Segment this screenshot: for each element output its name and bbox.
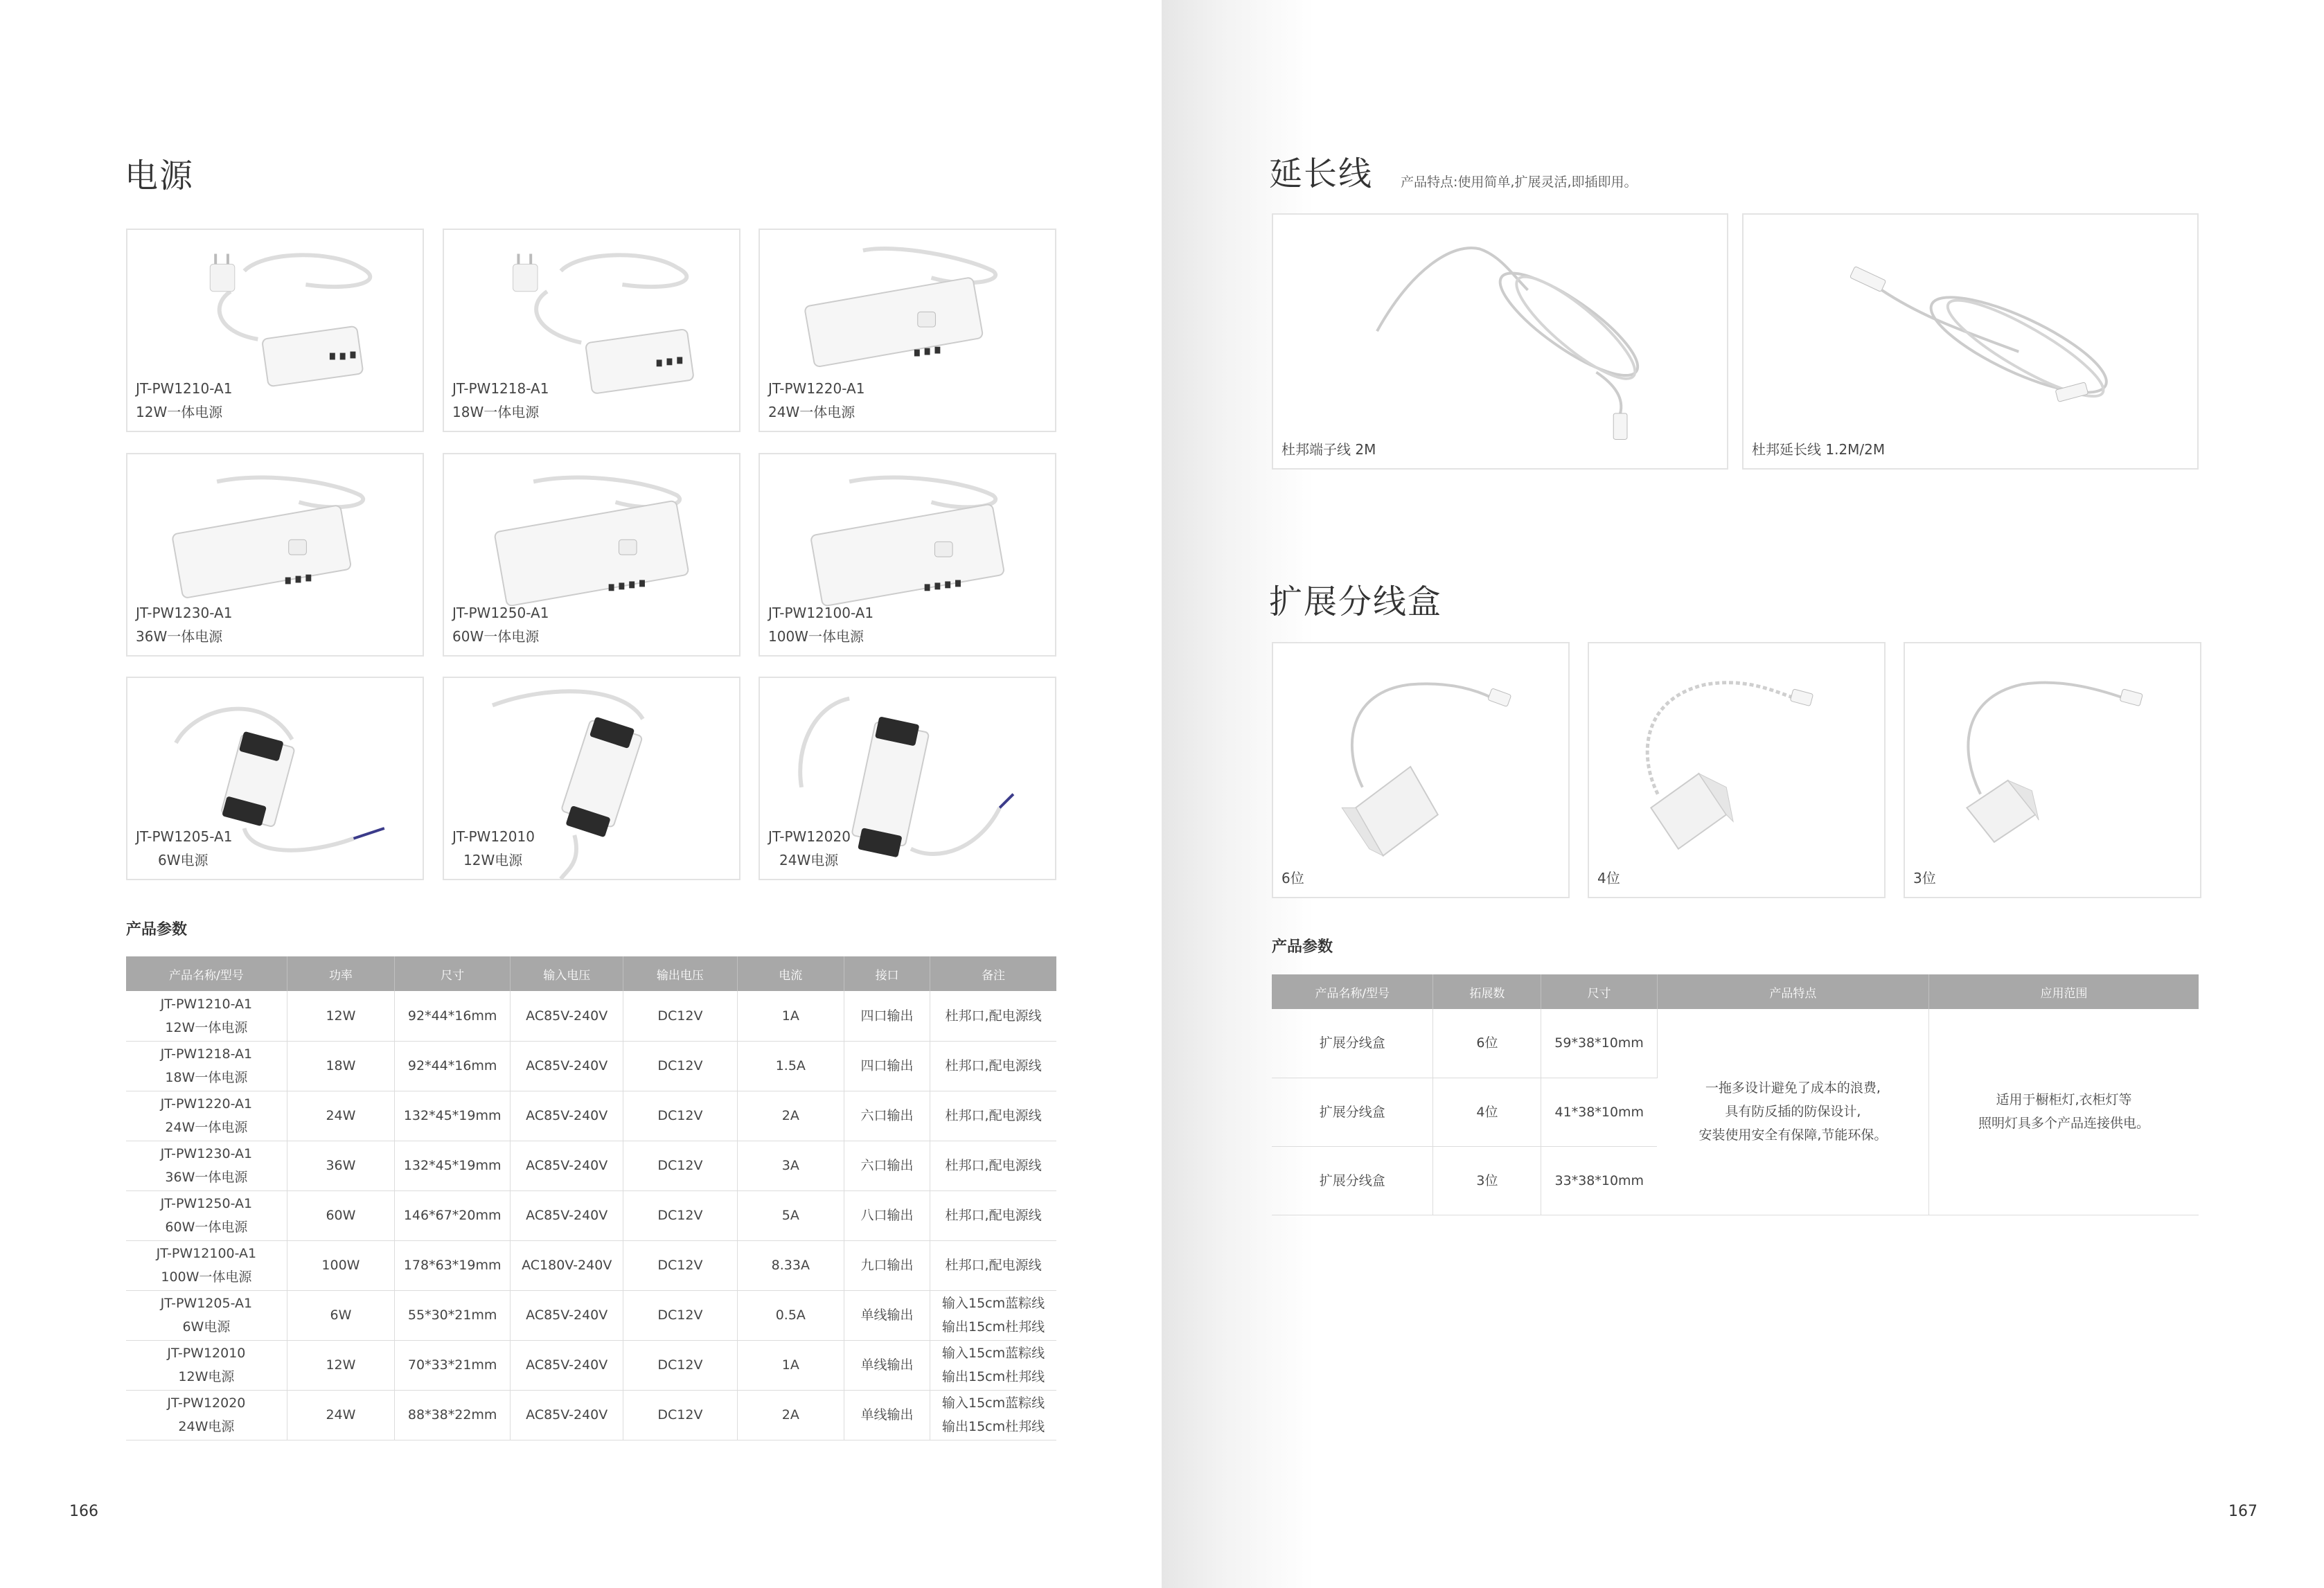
product-model: JT-PW1220-A1 bbox=[768, 380, 865, 397]
note-cell-line: 杜邦口,配电源线 bbox=[945, 1258, 1042, 1273]
model-cell-line: JT-PW1250-A1 bbox=[160, 1196, 253, 1211]
column-header: 拓展数 bbox=[1433, 974, 1541, 1009]
size-cell: 55*30*21mm bbox=[395, 1290, 511, 1340]
product-name: 60W一体电源 bbox=[452, 628, 540, 645]
model-cell bbox=[126, 1340, 287, 1390]
port-cell: 六口输出 bbox=[844, 1091, 930, 1141]
size-cell: 92*44*16mm bbox=[395, 1041, 511, 1091]
model-cell-line: 24W一体电源 bbox=[165, 1120, 248, 1135]
column-header: 尺寸 bbox=[1541, 974, 1657, 1009]
note-cell-line: 杜邦口,配电源线 bbox=[945, 1108, 1042, 1123]
junction-box-card[interactable] bbox=[1588, 642, 1886, 898]
note-cell-line: 输入15cm蓝粽线 bbox=[942, 1346, 1045, 1361]
power-cell: 60W bbox=[287, 1190, 394, 1240]
size-cell: 70*33*21mm bbox=[395, 1340, 511, 1390]
table-row bbox=[126, 1141, 1056, 1190]
input-voltage-cell: AC85V-240V bbox=[511, 1141, 623, 1190]
output-voltage-cell: DC12V bbox=[623, 1240, 737, 1290]
model-cell bbox=[126, 1240, 287, 1290]
note-cell-line: 输入15cm蓝粽线 bbox=[942, 1395, 1045, 1411]
column-header: 应用范围 bbox=[1929, 974, 2199, 1009]
size-cell: 132*45*19mm bbox=[395, 1141, 511, 1190]
column-header: 尺寸 bbox=[395, 956, 511, 991]
note-cell bbox=[930, 1141, 1056, 1190]
product-card[interactable] bbox=[759, 677, 1056, 880]
model-cell bbox=[126, 1041, 287, 1091]
product-model: JT-PW1218-A1 bbox=[452, 380, 549, 397]
product-model: JT-PW12020 bbox=[768, 828, 851, 845]
port-cell: 单线输出 bbox=[844, 1390, 930, 1440]
note-cell-line: 输出15cm杜邦线 bbox=[942, 1319, 1045, 1335]
current-cell: 3A bbox=[737, 1141, 844, 1190]
box-ports-cell: 4位 bbox=[1433, 1078, 1541, 1146]
model-cell bbox=[126, 1190, 287, 1240]
output-voltage-cell: DC12V bbox=[623, 1340, 737, 1390]
box-caption: 3位 bbox=[1913, 870, 1936, 886]
output-voltage-cell: DC12V bbox=[623, 1290, 737, 1340]
extension-cable-tagline: 产品特点:使用简单,扩展灵活,即插即用。 bbox=[1401, 175, 1638, 190]
product-model: JT-PW1210-A1 bbox=[136, 380, 233, 397]
model-cell-line: JT-PW12100-A1 bbox=[156, 1246, 257, 1261]
product-name: 24W电源 bbox=[779, 852, 839, 868]
model-cell-line: JT-PW12020 bbox=[167, 1395, 246, 1411]
power-cell: 24W bbox=[287, 1091, 394, 1141]
power-cell: 100W bbox=[287, 1240, 394, 1290]
box-size-cell: 59*38*10mm bbox=[1541, 1009, 1657, 1078]
model-cell-line: 24W电源 bbox=[178, 1419, 235, 1434]
box-name-cell: 扩展分线盒 bbox=[1272, 1146, 1433, 1215]
port-cell: 九口输出 bbox=[844, 1240, 930, 1290]
input-voltage-cell: AC85V-240V bbox=[511, 1340, 623, 1390]
box-name-cell: 扩展分线盒 bbox=[1272, 1009, 1433, 1078]
product-name: 18W一体电源 bbox=[452, 404, 540, 420]
note-cell bbox=[930, 1041, 1056, 1091]
cable-card[interactable] bbox=[1742, 213, 2199, 470]
product-card[interactable] bbox=[443, 229, 740, 432]
current-cell: 1A bbox=[737, 1340, 844, 1390]
cable-caption: 杜邦延长线 1.2M/2M bbox=[1752, 441, 1886, 458]
column-header: 备注 bbox=[930, 956, 1056, 991]
product-model: JT-PW12010 bbox=[452, 828, 535, 845]
product-model: JT-PW12100-A1 bbox=[768, 605, 874, 621]
scope-cell bbox=[1929, 1009, 2199, 1215]
junction-box-3-image bbox=[1905, 643, 2200, 897]
table-row bbox=[126, 991, 1056, 1041]
product-name: 6W电源 bbox=[158, 852, 209, 868]
power-cell: 36W bbox=[287, 1141, 394, 1190]
power-cell: 6W bbox=[287, 1290, 394, 1340]
current-cell: 2A bbox=[737, 1091, 844, 1141]
port-cell: 单线输出 bbox=[844, 1340, 930, 1390]
page-number-right: 167 bbox=[2228, 1503, 2258, 1520]
table-row bbox=[126, 1091, 1056, 1141]
column-header: 接口 bbox=[844, 956, 930, 991]
power-supply-title: 电源 bbox=[125, 157, 195, 195]
model-cell-line: JT-PW1220-A1 bbox=[160, 1096, 253, 1112]
output-voltage-cell: DC12V bbox=[623, 1141, 737, 1190]
model-cell-line: JT-PW1210-A1 bbox=[160, 996, 253, 1012]
table-row bbox=[126, 1240, 1056, 1290]
note-cell bbox=[930, 1190, 1056, 1240]
port-cell: 四口输出 bbox=[844, 991, 930, 1041]
note-cell-line: 杜邦口,配电源线 bbox=[945, 1158, 1042, 1173]
column-header: 产品名称/型号 bbox=[1272, 974, 1433, 1009]
current-cell: 2A bbox=[737, 1390, 844, 1440]
params-heading: 产品参数 bbox=[1272, 938, 1333, 956]
product-card[interactable] bbox=[126, 453, 424, 657]
note-cell-line: 输入15cm蓝粽线 bbox=[942, 1296, 1045, 1311]
size-cell: 92*44*16mm bbox=[395, 991, 511, 1041]
right-page bbox=[1162, 0, 2324, 1588]
input-voltage-cell: AC180V-240V bbox=[511, 1240, 623, 1290]
model-cell bbox=[126, 1290, 287, 1340]
product-name: 12W电源 bbox=[463, 852, 523, 868]
box-name-cell: 扩展分线盒 bbox=[1272, 1078, 1433, 1146]
note-cell-line: 输出15cm杜邦线 bbox=[942, 1419, 1045, 1434]
feature-line: 一拖多设计避免了成本的浪费, bbox=[1705, 1080, 1881, 1096]
model-cell-line: JT-PW1230-A1 bbox=[160, 1146, 253, 1161]
size-cell: 146*67*20mm bbox=[395, 1190, 511, 1240]
column-header: 产品特点 bbox=[1657, 974, 1928, 1009]
note-cell bbox=[930, 1390, 1056, 1440]
feature-line: 安装使用安全有保障,节能环保。 bbox=[1698, 1127, 1888, 1143]
table-row bbox=[126, 1190, 1056, 1240]
box-size-cell: 41*38*10mm bbox=[1541, 1078, 1657, 1146]
power-cell: 24W bbox=[287, 1390, 394, 1440]
size-cell: 132*45*19mm bbox=[395, 1091, 511, 1141]
output-voltage-cell: DC12V bbox=[623, 1041, 737, 1091]
product-card[interactable] bbox=[759, 229, 1056, 432]
current-cell: 1.5A bbox=[737, 1041, 844, 1091]
model-cell-line: JT-PW1218-A1 bbox=[160, 1046, 253, 1062]
current-cell: 5A bbox=[737, 1190, 844, 1240]
note-cell-line: 输出15cm杜邦线 bbox=[942, 1369, 1045, 1384]
box-size-cell: 33*38*10mm bbox=[1541, 1146, 1657, 1215]
table-header-row bbox=[126, 956, 1056, 991]
extension-cable-title: 延长线 bbox=[1269, 154, 1374, 193]
note-cell-line: 杜邦口,配电源线 bbox=[945, 1058, 1042, 1073]
input-voltage-cell: AC85V-240V bbox=[511, 1091, 623, 1141]
power-spec-table bbox=[126, 956, 1056, 1440]
model-cell-line: 6W电源 bbox=[182, 1319, 231, 1335]
model-cell-line: 12W一体电源 bbox=[165, 1019, 248, 1035]
model-cell bbox=[126, 1141, 287, 1190]
junction-box-spec-table bbox=[1272, 974, 2199, 1215]
product-card[interactable] bbox=[126, 229, 424, 432]
column-header: 输入电压 bbox=[511, 956, 623, 991]
cable-card[interactable] bbox=[1272, 213, 1728, 470]
note-cell bbox=[930, 991, 1056, 1041]
note-cell bbox=[930, 1240, 1056, 1290]
port-cell: 单线输出 bbox=[844, 1290, 930, 1340]
port-cell: 八口输出 bbox=[844, 1190, 930, 1240]
model-cell-line: 36W一体电源 bbox=[165, 1170, 248, 1185]
output-voltage-cell: DC12V bbox=[623, 1390, 737, 1440]
scope-line: 适用于橱柜灯,衣柜灯等 bbox=[1996, 1092, 2132, 1108]
junction-box-4-image bbox=[1589, 643, 1884, 897]
output-voltage-cell: DC12V bbox=[623, 1091, 737, 1141]
column-header: 产品名称/型号 bbox=[126, 956, 287, 991]
table-row bbox=[126, 1290, 1056, 1340]
column-header: 功率 bbox=[287, 956, 394, 991]
note-cell bbox=[930, 1091, 1056, 1141]
junction-box-card[interactable] bbox=[1904, 642, 2201, 898]
model-cell-line: 100W一体电源 bbox=[161, 1269, 252, 1285]
box-ports-cell: 3位 bbox=[1433, 1146, 1541, 1215]
model-cell bbox=[126, 1091, 287, 1141]
product-name: 36W一体电源 bbox=[136, 628, 223, 645]
product-card[interactable] bbox=[759, 453, 1056, 657]
note-cell-line: 杜邦口,配电源线 bbox=[945, 1008, 1042, 1024]
current-cell: 1A bbox=[737, 991, 844, 1041]
dupont-terminal-cable-image bbox=[1273, 215, 1727, 468]
product-card[interactable] bbox=[126, 677, 424, 880]
junction-box-title: 扩展分线盒 bbox=[1269, 582, 1443, 621]
note-cell-line: 杜邦口,配电源线 bbox=[945, 1208, 1042, 1223]
column-header: 电流 bbox=[737, 956, 844, 991]
box-caption: 4位 bbox=[1597, 870, 1620, 886]
size-cell: 178*63*19mm bbox=[395, 1240, 511, 1290]
model-cell-line: 18W一体电源 bbox=[165, 1070, 248, 1085]
product-name: 12W一体电源 bbox=[136, 404, 223, 420]
model-cell-line: 60W一体电源 bbox=[165, 1220, 248, 1235]
scope-line: 照明灯具多个产品连接供电。 bbox=[1978, 1116, 2150, 1132]
product-model: JT-PW1230-A1 bbox=[136, 605, 233, 621]
port-cell: 六口输出 bbox=[844, 1141, 930, 1190]
output-voltage-cell: DC12V bbox=[623, 991, 737, 1041]
input-voltage-cell: AC85V-240V bbox=[511, 1190, 623, 1240]
feature-line: 具有防反插的防保设计, bbox=[1725, 1104, 1861, 1120]
input-voltage-cell: AC85V-240V bbox=[511, 1390, 623, 1440]
cable-caption: 杜邦端子线 2M bbox=[1281, 441, 1376, 458]
current-cell: 0.5A bbox=[737, 1290, 844, 1340]
junction-box-card[interactable] bbox=[1272, 642, 1570, 898]
power-cell: 12W bbox=[287, 991, 394, 1041]
model-cell-line: JT-PW1205-A1 bbox=[160, 1296, 253, 1311]
port-cell: 四口输出 bbox=[844, 1041, 930, 1091]
model-cell bbox=[126, 991, 287, 1041]
product-model: JT-PW1205-A1 bbox=[136, 828, 233, 845]
table-header-row bbox=[1272, 974, 2199, 1009]
feature-cell bbox=[1657, 1009, 1928, 1215]
table-row bbox=[126, 1340, 1056, 1390]
product-name: 100W一体电源 bbox=[768, 628, 864, 645]
model-cell-line: JT-PW12010 bbox=[167, 1346, 246, 1361]
page-number-left: 166 bbox=[69, 1503, 98, 1520]
input-voltage-cell: AC85V-240V bbox=[511, 1290, 623, 1340]
input-voltage-cell: AC85V-240V bbox=[511, 991, 623, 1041]
current-cell: 8.33A bbox=[737, 1240, 844, 1290]
product-card[interactable] bbox=[443, 453, 740, 657]
output-voltage-cell: DC12V bbox=[623, 1190, 737, 1240]
note-cell bbox=[930, 1290, 1056, 1340]
box-caption: 6位 bbox=[1281, 870, 1304, 886]
power-cell: 18W bbox=[287, 1041, 394, 1091]
model-cell-line: 12W电源 bbox=[178, 1369, 235, 1384]
power-cell: 12W bbox=[287, 1340, 394, 1390]
product-name: 24W一体电源 bbox=[768, 404, 855, 420]
params-heading: 产品参数 bbox=[126, 921, 188, 938]
size-cell: 88*38*22mm bbox=[395, 1390, 511, 1440]
input-voltage-cell: AC85V-240V bbox=[511, 1041, 623, 1091]
product-card[interactable] bbox=[443, 677, 740, 880]
table-row bbox=[1272, 1009, 2199, 1078]
product-model: JT-PW1250-A1 bbox=[452, 605, 549, 621]
column-header: 输出电压 bbox=[623, 956, 737, 991]
junction-box-6-image bbox=[1273, 643, 1568, 897]
table-row bbox=[126, 1390, 1056, 1440]
dupont-extension-cable-image bbox=[1744, 215, 2197, 468]
table-row bbox=[126, 1041, 1056, 1091]
note-cell bbox=[930, 1340, 1056, 1390]
model-cell bbox=[126, 1390, 287, 1440]
box-ports-cell: 6位 bbox=[1433, 1009, 1541, 1078]
